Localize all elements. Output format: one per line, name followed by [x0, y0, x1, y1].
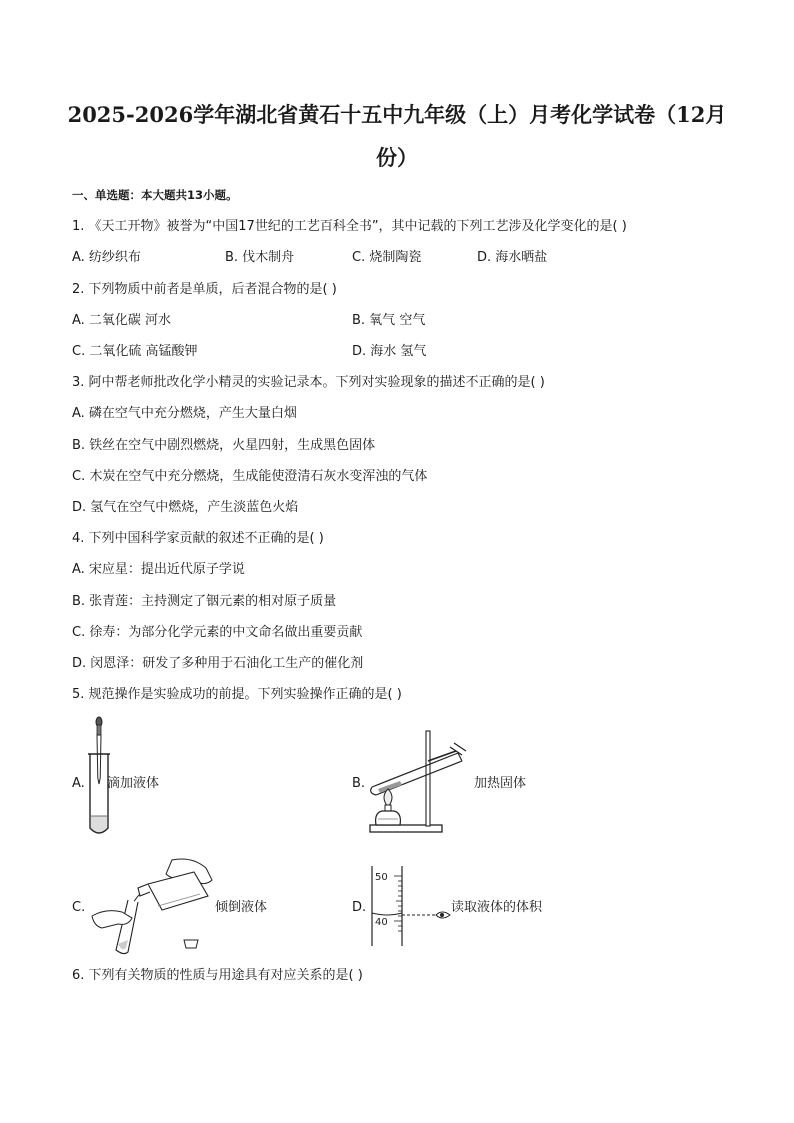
- question-4-option-b: B. 张青莲：主持测定了铟元素的相对原子质量: [72, 594, 337, 609]
- question-4-option-a: A. 宋应星：提出近代原子学说: [72, 562, 245, 577]
- cylinder-tick-label-40: 40: [375, 917, 388, 928]
- question-2-stem: 2. 下列物质中前者是单质，后者混合物的是( ): [72, 282, 337, 297]
- question-5-option-c-letter: C.: [72, 900, 86, 915]
- question-6-stem: 6. 下列有关物质的性质与用途具有对应关系的是( ): [72, 968, 363, 983]
- graduated-cylinder-figure: [370, 862, 454, 948]
- question-5-figure-b-caption: 加热固体: [474, 776, 527, 791]
- question-2-option-d: D. 海水 氢气: [352, 344, 427, 359]
- question-1-stem: 1. 《天工开物》被誉为“中国17世纪的工艺百科全书”，其中记载的下列工艺涉及化学变化的是( ): [72, 219, 627, 234]
- question-5-option-b-letter: B.: [352, 776, 366, 791]
- question-3-stem: 3. 阿中帮老师批改化学小精灵的实验记录本。下列对实验现象的描述不正确的是( ): [72, 375, 545, 390]
- exam-title-line-2: 份）: [376, 145, 418, 170]
- question-1-option-d: D. 海水晒盐: [477, 250, 548, 265]
- question-5-figure-c-caption: 倾倒液体: [215, 900, 268, 915]
- question-2-option-b: B. 氧气 空气: [352, 313, 426, 328]
- question-5-stem: 5. 规范操作是实验成功的前提。下列实验操作正确的是( ): [72, 687, 402, 702]
- question-1-option-b: B. 伐木制舟: [225, 250, 295, 265]
- question-5-figure-d-caption: 读取液体的体积: [451, 900, 543, 915]
- question-3-option-d: D. 氢气在空气中燃烧，产生淡蓝色火焰: [72, 500, 299, 515]
- question-3-option-b: B. 铁丝在空气中剧烈燃烧，火星四射，生成黑色固体: [72, 438, 376, 453]
- question-4-stem: 4. 下列中国科学家贡献的叙述不正确的是( ): [72, 531, 324, 546]
- question-1-option-a: A. 纺纱织布: [72, 250, 141, 265]
- pouring-liquid-figure: [88, 856, 218, 956]
- question-3-option-c: C. 木炭在空气中充分燃烧，生成能使澄清石灰水变浑浊的气体: [72, 469, 428, 484]
- question-5-figure-a-caption: 滴加液体: [107, 776, 160, 791]
- question-5-option-d-letter: D.: [352, 900, 367, 915]
- section-heading: 一、单选题：本大题共13小题。: [72, 188, 238, 202]
- question-5-option-a-letter: A.: [72, 776, 85, 791]
- question-1-option-c: C. 烧制陶瓷: [352, 250, 422, 265]
- heating-solid-figure: [366, 729, 474, 833]
- cylinder-tick-label-50: 50: [375, 872, 388, 883]
- question-4-option-c: C. 徐寿：为部分化学元素的中文命名做出重要贡献: [72, 625, 363, 640]
- question-2-option-a: A. 二氧化碳 河水: [72, 313, 172, 328]
- exam-title-line-1: 2025-2026学年湖北省黄石十五中九年级（上）月考化学试卷（12月: [67, 102, 727, 127]
- question-2-option-c: C. 二氧化硫 高锰酸钾: [72, 344, 198, 359]
- question-3-option-a: A. 磷在空气中充分燃烧，产生大量白烟: [72, 406, 297, 421]
- question-4-option-d: D. 闵恩泽：研发了多种用于石油化工生产的催化剂: [72, 656, 364, 671]
